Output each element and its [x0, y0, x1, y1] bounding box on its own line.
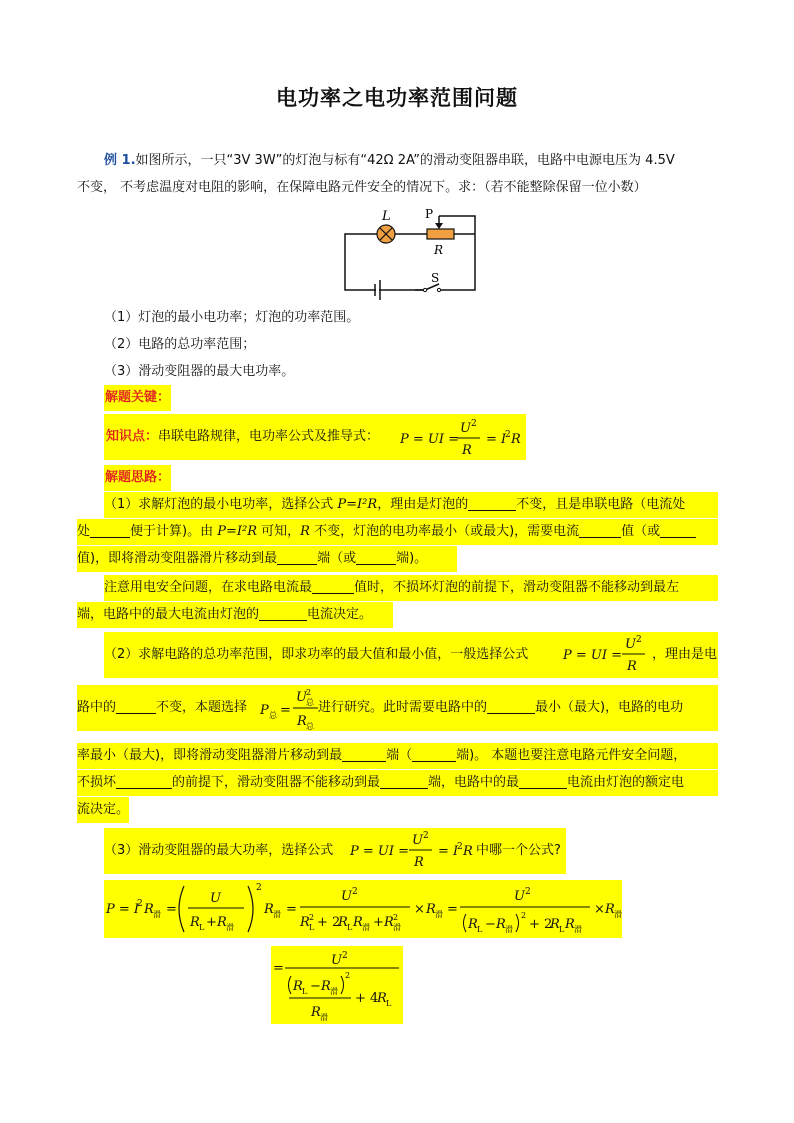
svg-text:×: × [594, 902, 605, 917]
svg-text:U: U [210, 891, 221, 906]
svg-text:U: U [341, 889, 352, 904]
resistor-label: R [434, 243, 444, 257]
part2-formula-2 [258, 685, 320, 731]
svg-text:R: R [414, 855, 424, 870]
question-1: （1）灯泡的最小电功率；灯泡的功率范围。 [104, 310, 360, 325]
svg-text:总: 总 [306, 698, 314, 707]
derivation-formula-1 [104, 880, 622, 938]
svg-text:2: 2 [457, 842, 463, 852]
svg-text:U: U [412, 833, 423, 848]
svg-text:= I: = I [486, 432, 507, 447]
question-2: （2）电路的总功率范围； [104, 337, 256, 352]
svg-text:2: 2 [393, 913, 399, 922]
part3-line-1a: （3）滑动变阻器的最大功率，选择公式 [104, 843, 334, 858]
svg-text:−: − [310, 979, 321, 994]
svg-text:R: R [463, 844, 473, 859]
example-line-1: 例 1.如图所示，一只“3V 3W”的灯泡与标有“42Ω 2A”的滑动变阻器串联，电路中电源电压为 4.5V [104, 153, 675, 168]
svg-text:U: U [625, 637, 636, 652]
svg-text:R: R [144, 902, 154, 917]
svg-text:U: U [296, 690, 307, 705]
svg-text:R: R [426, 902, 436, 917]
svg-text:R: R [264, 902, 274, 917]
part1-line-4: 注意用电安全问题，在求电路电流最 值时，不损坏灯泡的前提下，滑动变阻器不能移动到最左 [104, 580, 680, 595]
part2-formula-1 [561, 632, 653, 676]
page-title: 电功率之电功率范围问题 [276, 86, 518, 110]
knowledge-formula [398, 416, 526, 460]
svg-text:2: 2 [137, 899, 143, 909]
svg-text:2: 2 [256, 883, 262, 893]
svg-text:R: R [496, 917, 506, 932]
svg-text:R: R [217, 915, 227, 930]
svg-text:滑: 滑 [226, 923, 234, 932]
part2-line-2a: 路中的 不变，本题选择 [77, 700, 248, 715]
svg-text:滑: 滑 [330, 987, 338, 996]
part2-line-5: 流决定。 [77, 802, 130, 817]
svg-text:P: P [260, 703, 269, 718]
svg-text:R: R [384, 915, 394, 930]
svg-text:L: L [386, 999, 392, 1008]
knowledge-line: 知识点：串联电路规律，电功率公式及推导式： [106, 429, 380, 444]
svg-text:2: 2 [342, 951, 348, 961]
svg-text:+: + [373, 915, 384, 930]
thinking-label: 解题思路： [104, 465, 171, 491]
svg-text:R: R [297, 714, 307, 729]
svg-text:滑: 滑 [320, 1013, 328, 1022]
svg-text:R: R [338, 915, 348, 930]
svg-text:+ 2: + 2 [317, 915, 341, 930]
svg-text:P = UI =: P = UI = [400, 432, 460, 447]
svg-text:R: R [565, 917, 575, 932]
svg-text:滑: 滑 [435, 910, 443, 919]
svg-text:=: = [286, 902, 297, 917]
resistor-icon [427, 229, 454, 239]
svg-text:=: = [447, 902, 458, 917]
svg-text:U: U [514, 889, 525, 904]
svg-text:R: R [462, 443, 472, 458]
svg-text:R: R [321, 979, 331, 994]
part2-line-2b: 进行研究。此时需要电路中的 最小（最大)，电路的电功 [318, 700, 684, 715]
circuit-diagram [335, 204, 485, 300]
switch-label: S [431, 271, 440, 285]
part1-line-3: 值)，即将滑动变阻器滑片移动到最 端（或 端)。 [77, 551, 428, 566]
svg-text:2: 2 [505, 430, 511, 440]
svg-text:R: R [377, 991, 387, 1006]
svg-text:R: R [550, 917, 560, 932]
svg-text:2: 2 [525, 887, 531, 897]
svg-text:2: 2 [309, 913, 315, 922]
svg-text:=: = [166, 902, 177, 917]
svg-text:R: R [190, 915, 200, 930]
derivation-formula-2 [271, 946, 403, 1024]
svg-text:2: 2 [521, 911, 527, 920]
part2-line-1: （2）求解电路的总功率范围，即求功率的最大值和最小值，一般选择公式 [104, 647, 529, 662]
svg-text:总: 总 [269, 711, 277, 720]
example-line-2: 不变， 不考虑温度对电阻的影响，在保障电路元件安全的情况下。求：（若不能整除保留一位小数） [77, 180, 647, 195]
svg-text:滑: 滑 [505, 925, 513, 934]
example-label: 例 1. [104, 153, 136, 168]
part3-line-1b: 中哪一个公式? [476, 843, 561, 858]
svg-text:2: 2 [306, 688, 312, 697]
svg-text:R: R [311, 1005, 321, 1020]
svg-text:+: + [206, 915, 217, 930]
part2-line-1-end: ，理由是电 [652, 647, 718, 662]
part1-line-5: 端，电路中的最大电流由灯泡的 电流决定。 [77, 607, 373, 622]
svg-text:+ 4: + 4 [355, 991, 379, 1006]
svg-text:P = UI =: P = UI = [563, 648, 623, 663]
part3-formula [348, 828, 478, 872]
slider-arrow-icon [435, 223, 443, 229]
svg-text:U: U [460, 421, 471, 436]
key-label: 解题关键： [104, 385, 171, 411]
svg-text:R: R [293, 979, 303, 994]
svg-text:R: R [605, 902, 615, 917]
svg-text:2: 2 [423, 831, 429, 841]
svg-text:P = UI =: P = UI = [350, 844, 410, 859]
svg-text:滑: 滑 [574, 925, 582, 934]
part1-line-2: 处 便于计算)。由 P=I²R 可知，R 不变，灯泡的电功率最小（或最大)，需要电流 值（或 [77, 519, 696, 545]
svg-text:L: L [347, 923, 353, 932]
svg-text:滑: 滑 [393, 923, 401, 932]
svg-text:+ 2: + 2 [529, 917, 553, 932]
svg-text:U: U [331, 953, 342, 968]
svg-text:P = I: P = I [106, 902, 140, 917]
svg-text:R: R [353, 915, 363, 930]
svg-text:L: L [199, 923, 205, 932]
svg-text:L: L [477, 925, 483, 934]
part2-line-4: 不损坏 的前提下，滑动变阻器不能移动到最 端，电路中的最 电流由灯泡的额定电 [77, 775, 685, 790]
svg-text:2: 2 [352, 887, 358, 897]
svg-text:=: = [273, 961, 284, 976]
svg-text:2: 2 [471, 419, 477, 429]
svg-text:R: R [468, 917, 478, 932]
svg-text:滑: 滑 [153, 910, 161, 919]
svg-text:= I: = I [438, 844, 459, 859]
knowledge-label: 知识点： [106, 429, 159, 444]
svg-text:2: 2 [636, 635, 642, 645]
svg-text:L: L [309, 923, 315, 932]
part1-line-1: （1）求解灯泡的最小电功率，选择公式 P=I²R，理由是灯泡的 不变，且是串联电路（电流处 [104, 497, 686, 512]
svg-text:R: R [511, 432, 521, 447]
svg-text:2: 2 [345, 971, 351, 980]
part2-line-3: 率最小（最大)，即将滑动变阻器滑片移动到最 端（ 端)。 本题也要注意电路元件安全问题， [77, 748, 687, 763]
svg-text:×: × [414, 902, 425, 917]
svg-text:滑: 滑 [362, 923, 370, 932]
svg-text:滑: 滑 [273, 910, 281, 919]
svg-text:L: L [302, 987, 308, 996]
question-3: （3）滑动变阻器的最大电功率。 [104, 364, 295, 379]
svg-text:L: L [559, 925, 565, 934]
svg-text:−: − [485, 917, 496, 932]
svg-text:R: R [300, 915, 310, 930]
svg-text:R: R [627, 659, 637, 674]
svg-text:滑: 滑 [614, 910, 622, 919]
slider-label: P [425, 207, 434, 221]
svg-text:=: = [280, 703, 291, 718]
svg-text:总: 总 [306, 722, 314, 731]
lamp-label: L [382, 209, 391, 224]
